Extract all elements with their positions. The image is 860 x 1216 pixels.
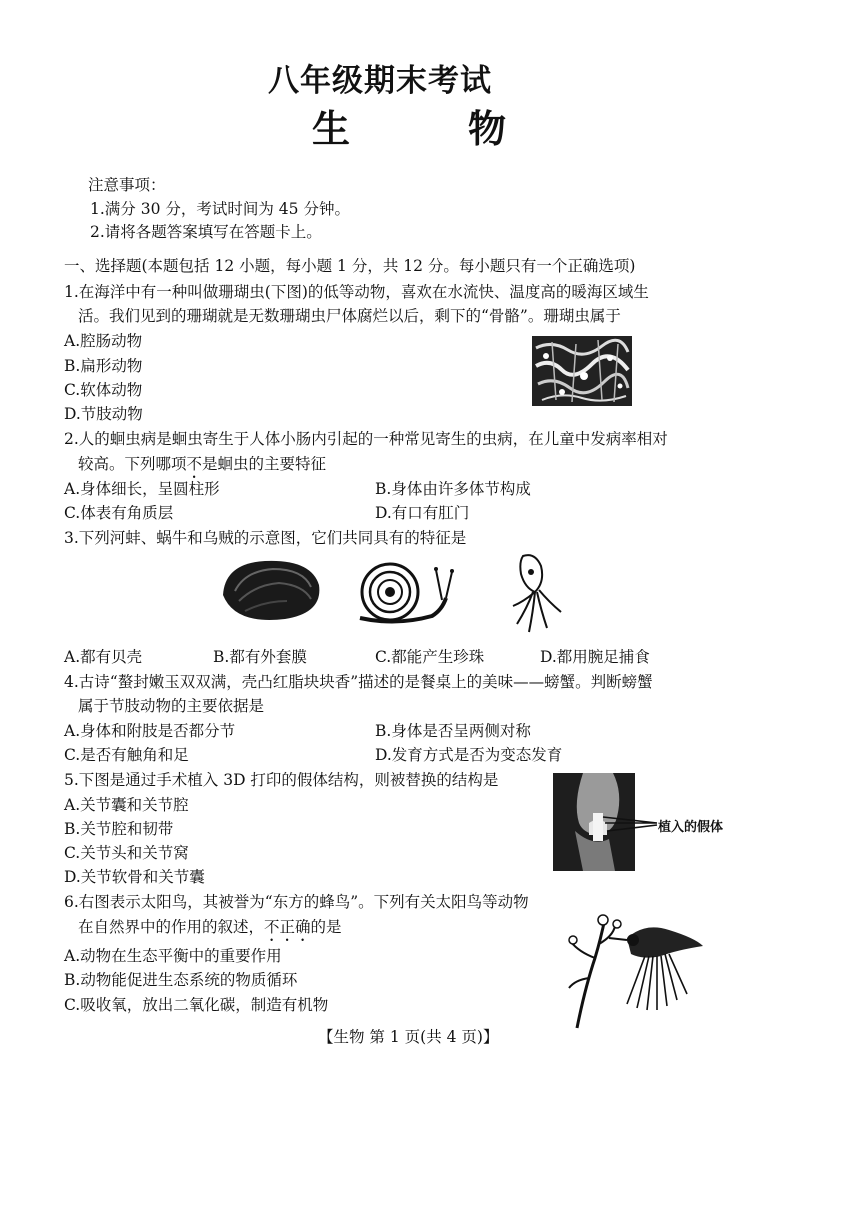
snail-image xyxy=(356,560,456,630)
q6-option-c: C.吸收氧，放出二氧化碳，制造有机物 xyxy=(64,996,329,1014)
exam-title: 八年级期末考试 xyxy=(268,63,492,99)
q6-stem-line1: 6.右图表示太阳鸟，其被誉为“东方的蜂鸟”。下列有关太阳鸟等动物 xyxy=(64,893,529,911)
q2-option-b: B.身体由许多体节构成 xyxy=(375,480,531,498)
q5-option-b: B.关节腔和韧带 xyxy=(64,820,174,838)
sunbird-image xyxy=(565,908,710,1030)
q1-stem-line2: 活。我们见到的珊瑚就是无数珊瑚虫尸体腐烂以后，剩下的“骨骼”。珊瑚虫属于 xyxy=(78,307,621,325)
q5-option-a: A.关节囊和关节腔 xyxy=(64,796,189,814)
q4-option-d: D.发育方式是否为变态发育 xyxy=(375,746,563,764)
q6-option-a: A.动物在生态平衡中的重要作用 xyxy=(64,947,282,965)
section-heading: 一、选择题(本题包括 12 小题，每小题 1 分，共 12 分。每小题只有一个正确选项) xyxy=(64,257,636,275)
q5-option-c: C.关节头和关节窝 xyxy=(64,844,189,862)
q2-stem-line2: 较高。下列哪项不是蛔虫的主要特征 xyxy=(78,455,327,473)
prosthesis-xray-image xyxy=(553,773,758,873)
q1-option-b: B.扁形动物 xyxy=(64,357,143,375)
page-footer: 【生物 第 1 页(共 4 页)】 xyxy=(318,1028,499,1046)
q3-option-a: A.都有贝壳 xyxy=(64,648,143,666)
q4-option-c: C.是否有触角和足 xyxy=(64,746,189,764)
q2-option-d: D.有口有肛门 xyxy=(375,504,470,522)
q3-option-b: B.都有外套膜 xyxy=(213,648,307,666)
q4-option-b: B.身体是否呈两侧对称 xyxy=(375,722,531,740)
q4-stem-line2: 属于节肢动物的主要依据是 xyxy=(78,697,265,715)
q1-option-a: A.腔肠动物 xyxy=(64,332,143,350)
q6-option-b: B.动物能促进生态系统的物质循环 xyxy=(64,971,298,989)
q3-stem: 3.下列河蚌、蜗牛和乌贼的示意图，它们共同具有的特征是 xyxy=(64,529,467,547)
q4-option-a: A.身体和附肢是否都分节 xyxy=(64,722,236,740)
coral-image xyxy=(532,336,632,406)
q4-stem-line1: 4.古诗“螯封嫩玉双双满，壳凸红脂块块香”描述的是餐桌上的美味——螃蟹。判断螃蟹 xyxy=(64,673,653,691)
mussel-image xyxy=(215,555,325,625)
q6-stem-line2: 在自然界中的作用的叙述，不正确的是 xyxy=(78,918,342,936)
q5-stem: 5.下图是通过手术植入 3D 打印的假体结构，则被替换的结构是 xyxy=(64,771,499,789)
q3-option-c: C.都能产生珍珠 xyxy=(375,648,485,666)
q5-option-d: D.关节软骨和关节囊 xyxy=(64,868,205,886)
q1-stem-line1: 1.在海洋中有一种叫做珊瑚虫(下图)的低等动物，喜欢在水流快、温度高的暖海区域生 xyxy=(64,283,649,301)
q2-stem-line1: 2.人的蛔虫病是蛔虫寄生于人体小肠内引起的一种常见寄生的虫病，在儿童中发病率相对 xyxy=(64,430,668,448)
q2-option-a: A.身体细长，呈圆柱形 xyxy=(64,480,220,498)
subject-title: 生 物 xyxy=(312,107,547,151)
q3-option-d: D.都用腕足捕食 xyxy=(540,648,650,666)
notice-item-2: 2.请将各题答案填写在答题卡上。 xyxy=(90,223,322,241)
q1-option-d: D.节肢动物 xyxy=(64,405,143,423)
prosthesis-label: 植入的假体 xyxy=(658,820,724,835)
notice-heading: 注意事项： xyxy=(88,176,166,194)
notice-item-1: 1.满分 30 分，考试时间为 45 分钟。 xyxy=(90,200,350,218)
squid-image xyxy=(505,552,565,634)
q2-option-c: C.体表有角质层 xyxy=(64,504,174,522)
q1-option-c: C.软体动物 xyxy=(64,381,143,399)
